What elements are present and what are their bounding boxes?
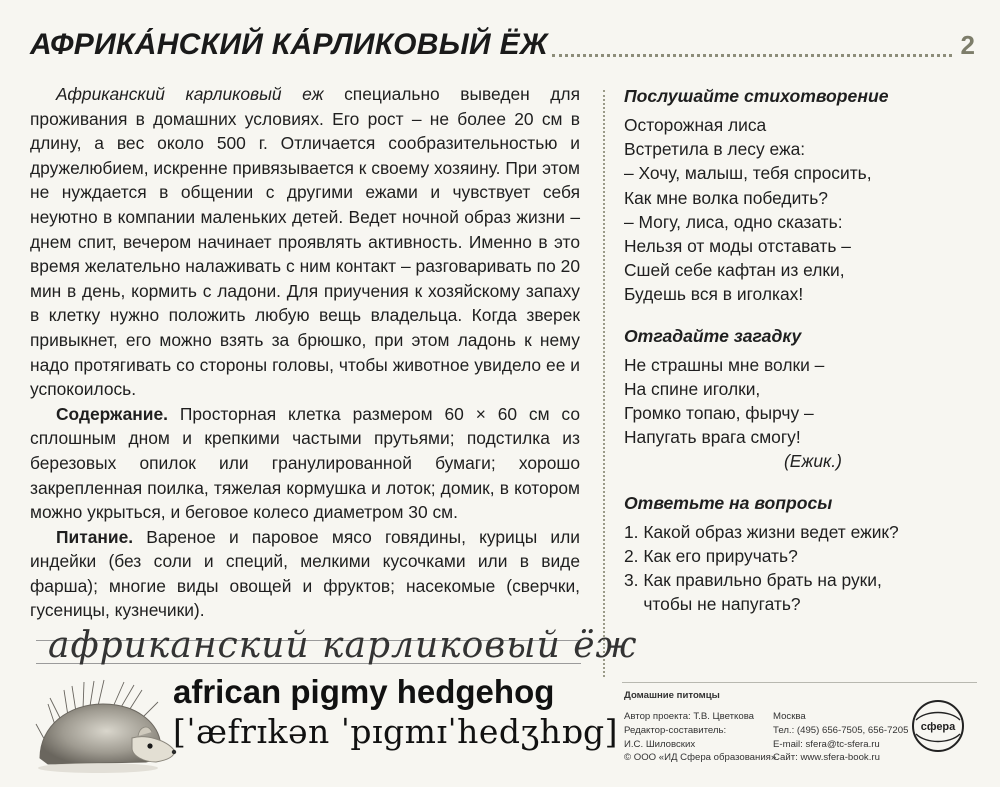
- credit-line: © ООО «ИД Сфера образования»: [624, 752, 777, 764]
- page-title: АФРИКА́НСКИЙ КА́РЛИКОВЫЙ ЁЖ: [30, 28, 548, 61]
- poem-line: Будешь вся в иголках!: [624, 284, 804, 305]
- question-item: 3. Как правильно брать на руки,: [624, 570, 882, 591]
- poem-line: – Могу, лиса, одно сказать:: [624, 211, 843, 232]
- intro-lead: Африканский карликовый еж: [56, 84, 324, 104]
- poem-section: [624, 86, 964, 307]
- questions-list: [624, 520, 964, 617]
- contact-line: E-mail: sfera@tc-sfera.ru: [773, 738, 880, 750]
- question-item: 2. Как его приручать?: [624, 545, 798, 566]
- article-paragraph-intro: [30, 82, 580, 402]
- title-dotted-line: [552, 54, 952, 57]
- column-divider: [603, 90, 605, 677]
- poem-line: – Хочу, малыш, тебя спросить,: [624, 163, 872, 184]
- questions-section: [624, 493, 964, 617]
- care-text: Просторная клетка размером 60 × 60 см со сплошным дном и крепкими частыми прутьями; подстилка из березовых опилок или гранулированной бумаги; хорошо закрепленная поилка, тяжелая кормушка и лоток; домик, в котором можно укрыться, и беговое колесо диаметром 30 см.: [30, 403, 580, 523]
- header: [30, 26, 975, 70]
- poem-line: Нельзя от моды отставать –: [624, 236, 851, 257]
- hedgehog-illustration: [28, 676, 178, 776]
- logo-text: сфера: [920, 721, 956, 733]
- credits: [624, 710, 776, 765]
- contacts: [773, 710, 908, 765]
- series-title: Домашние питомцы: [624, 690, 720, 701]
- riddle-line: Напугать врага смогу!: [624, 427, 801, 448]
- article-paragraph-food: [30, 525, 580, 623]
- questions-heading: Ответьте на вопросы: [624, 492, 833, 513]
- riddle-line: Громко топаю, фырчу –: [624, 403, 814, 424]
- credit-line: И.С. Шиловских: [624, 738, 696, 750]
- riddle-section: [624, 326, 964, 474]
- english-name: african pigmy hedgehog: [173, 673, 555, 710]
- article-paragraph-care: [30, 402, 580, 525]
- contact-line: Тел.: (495) 656-7505, 656-7205: [773, 724, 909, 736]
- riddle-heading: Отгадайте загадку: [624, 325, 802, 346]
- cursive-title: африканский карликовый ёж: [48, 625, 638, 666]
- activities-column: [624, 86, 964, 635]
- riddle-answer: (Ежик.): [784, 451, 842, 472]
- article: [30, 82, 580, 623]
- food-lead: Питание.: [56, 526, 134, 547]
- poem-line: Встретила в лесу ежа:: [624, 139, 806, 160]
- poem-line: Сшей себе кафтан из елки,: [624, 260, 845, 281]
- care-lead: Содержание.: [56, 403, 168, 424]
- transcription: [ˈæfrɪkən ˈpɪgmɪˈhedʒhɒg]: [173, 712, 618, 751]
- poem-heading: Послушайте стихотворение: [624, 86, 889, 106]
- contact-line: Москва: [773, 711, 806, 722]
- poem-line: Осторожная лиса: [624, 115, 767, 135]
- poem-line: Как мне волка победить?: [624, 187, 828, 208]
- riddle-text: [624, 353, 964, 474]
- food-text: Вареное и паровое мясо говядины, курицы или индейки (без соли и специй, мелкими кусочками или в виде фарша); многие виды овощей и фруктов; насекомые (сверчки, гусеницы, кузнечики).: [30, 526, 580, 621]
- page-number: 2: [960, 30, 975, 60]
- credit-line: Редактор-составитель:: [624, 724, 727, 736]
- intro-text: специально выведен для проживания в домашних условиях. Его рост – не более 20 см в длину, а вес около 500 г. Отличается сообразительностью и дружелюбием, искренне привязывается к своему хозяину. При этом не нуждается в общении с другими ежами и чувствует себя неуютно в компании маленьких детей. Ведет ночной образ жизни – днем спит, вечером начинает проявлять активность. Именно в это время желательно налаживать с ним контакт – разговаривать по 20 мин в день, кормить с ладони. Для приучения к хозяйскому запаху в клетку нужно положить любую вещь владельца. Когда зверек привыкнет, его можно взять за брюшко, при этом ладонь к нему надо протягивать со стороны головы, чтобы животное увидело ее и успокоилось.: [30, 84, 580, 400]
- question-item: чтобы не напугать?: [624, 594, 801, 615]
- contact-line: Сайт: www.sfera-book.ru: [773, 752, 880, 764]
- poem-text: [624, 113, 964, 307]
- question-item: 1. Какой образ жизни ведет ежик?: [624, 521, 899, 542]
- credit-line: Автор проекта: Т.В. Цветкова: [624, 711, 755, 722]
- footer-rule: [622, 682, 977, 683]
- riddle-line: На спине иголки,: [624, 378, 761, 399]
- riddle-line: Не страшны мне волки –: [624, 354, 825, 375]
- publisher-logo-icon: [910, 698, 966, 754]
